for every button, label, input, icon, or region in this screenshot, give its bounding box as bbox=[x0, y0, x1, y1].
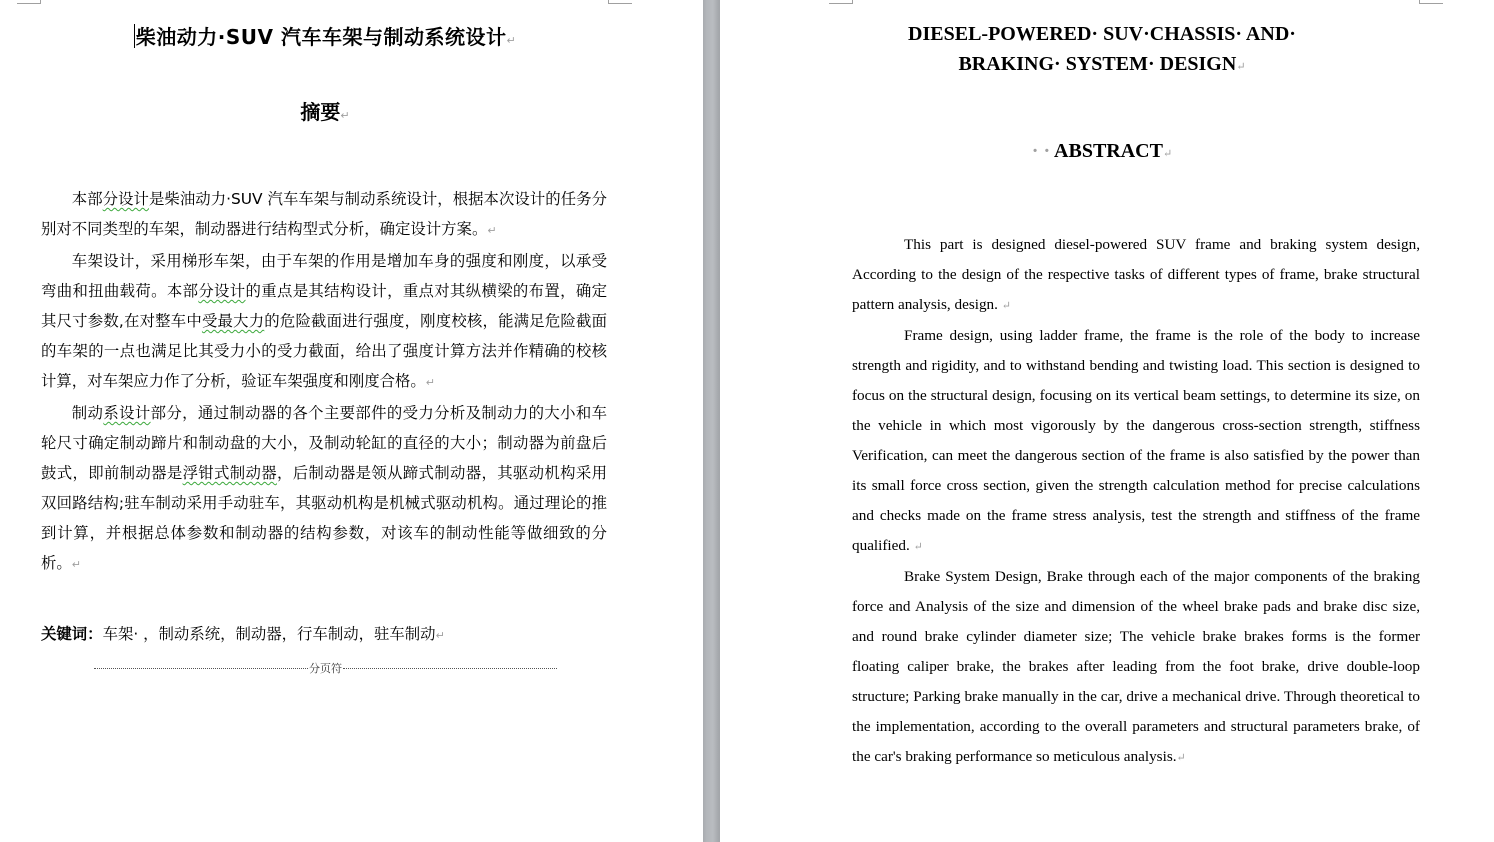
spellcheck-flagged-text[interactable]: 受最大力 bbox=[201, 312, 265, 330]
paragraph-mark-icon: ↵ bbox=[1176, 752, 1186, 764]
english-title[interactable]: DIESEL-POWERED· SUV·CHASSIS· AND· BRAKING· SYSTEM· DESIGN↵ bbox=[908, 23, 1296, 75]
chinese-abstract-heading[interactable]: 摘要↵ bbox=[300, 100, 350, 124]
page-separator bbox=[703, 0, 720, 842]
paragraph-mark-icon: ↵ bbox=[425, 376, 435, 389]
paragraph-mark-icon: ↵ bbox=[435, 629, 445, 642]
keywords-label: 关键词： bbox=[41, 625, 103, 643]
abstract-paragraph[interactable]: 本部分设计是柴油动力·SUV 汽车车架与制动系统设计，根据本次设计的任务分别对不同类型的车架，制动器进行结构型式分析，确定设计方案。↵ bbox=[41, 190, 607, 238]
page-break-marker[interactable] bbox=[94, 658, 557, 678]
paragraph-mark-icon: ↵ bbox=[487, 224, 497, 237]
spellcheck-flagged-text[interactable]: 分设计 bbox=[102, 190, 149, 208]
space-marks: · · bbox=[1031, 140, 1055, 162]
abstract-paragraph[interactable]: Brake System Design, Brake through each of the major components of the braking force and Analysis of the size and dimension of the wheel brake pads and brake disc size, and round brake cylinder diameter size; The vehicle brake brakes forms is the former floating caliper brake, the brakes after leading from the foot brake, drive double-loop structure; Parking brake manually in the car, drive a mechanical drive. Through theoretical to the implementation, according to the overall parameters and structural parameters brake, of the car's braking performance so meticulous analysis.↵ bbox=[852, 568, 1420, 765]
paragraph-mark-icon: ↵ bbox=[1236, 61, 1246, 73]
english-abstract-heading[interactable]: · · ABSTRACT↵ bbox=[1031, 140, 1173, 162]
document-page-english[interactable] bbox=[720, 0, 1494, 842]
chinese-abstract-body[interactable] bbox=[41, 184, 607, 580]
paragraph-mark-icon: ↵ bbox=[71, 558, 82, 571]
margin-corner-mark bbox=[829, 0, 853, 4]
margin-corner-mark bbox=[608, 0, 632, 4]
paragraph-mark-icon: ↵ bbox=[506, 34, 517, 47]
spellcheck-flagged-text[interactable]: 系设计 bbox=[103, 404, 151, 422]
paragraph-mark-icon: ↵ bbox=[1001, 300, 1011, 312]
chinese-title[interactable]: 柴油动力·SUV 汽车车架与制动系统设计↵ bbox=[135, 25, 517, 49]
document-page-chinese[interactable] bbox=[0, 0, 703, 842]
spellcheck-flagged-text[interactable]: 分设计 bbox=[198, 282, 246, 300]
keywords-value: 车架· ，制动系统，制动器，行车制动，驻车制动 bbox=[102, 625, 436, 643]
paragraph-mark-icon: ↵ bbox=[340, 109, 350, 122]
text-cursor bbox=[134, 24, 135, 48]
keywords-line[interactable] bbox=[41, 620, 607, 650]
margin-corner-mark bbox=[1419, 0, 1443, 4]
english-abstract-body[interactable] bbox=[852, 230, 1420, 773]
abstract-paragraph[interactable]: Frame design, using ladder frame, the frame is the role of the body to increase strength and rigidity, and to withstand bending and twisting load. This section is designed to focus on the structural design, focusing on its vertical beam settings, to determine its size, on the vehicle in which most vigorously by the dangerous cross-section strength, stiffness Verification, can meet the dangerous section of the frame is also satisfied by the power than its small force cross section, given the strength calculation method for precise calculations and checks made on the frame stress analysis, test the strength and stiffness of the frame qualified. ↵ bbox=[852, 327, 1420, 554]
page-break-label: 分页符 bbox=[309, 662, 342, 675]
spellcheck-flagged-text[interactable]: 浮钳式制动器 bbox=[182, 464, 277, 482]
abstract-paragraph[interactable]: This part is designed diesel-powered SUV frame and braking system design, According to the design of the respective tasks of different types of frame, brake structural pattern analysis, design. ↵ bbox=[852, 236, 1420, 313]
abstract-paragraph[interactable]: 车架设计，采用梯形车架，由于车架的作用是增加车身的强度和刚度，以承受弯曲和扭曲载荷。本部分设计的重点是其结构设计，重点对其纵横梁的布置，确定其尺寸参数,在对整车中受最大力的危险截面进行强度，刚度校核，能满足危险截面的车架的一点也满足比其受力小的受力截面，给出了强度计算方法并作精确的校核计算，对车架应力作了分析，验证车架强度和刚度合格。↵ bbox=[41, 252, 607, 390]
page-break-dotted-line bbox=[343, 668, 557, 669]
abstract-paragraph[interactable]: 制动系设计部分，通过制动器的各个主要部件的受力分析及制动力的大小和车轮尺寸确定制动蹄片和制动盘的大小，及制动轮缸的直径的大小；制动器为前盘后鼓式，即前制动器是浮钳式制动器，后制动器是领从蹄式制动器，其驱动机构采用双回路结构;驻车制动采用手动驻车，其驱动机构是机械式驱动机构。通过理论的推到计算，并根据总体参数和制动器的结构参数，对该车的制动性能等做细致的分析。↵ bbox=[41, 404, 607, 572]
paragraph-mark-icon: ↵ bbox=[1162, 148, 1173, 160]
paragraph-mark-icon: ↵ bbox=[913, 541, 923, 553]
page-break-dotted-line bbox=[94, 668, 308, 669]
margin-corner-mark bbox=[17, 0, 41, 4]
